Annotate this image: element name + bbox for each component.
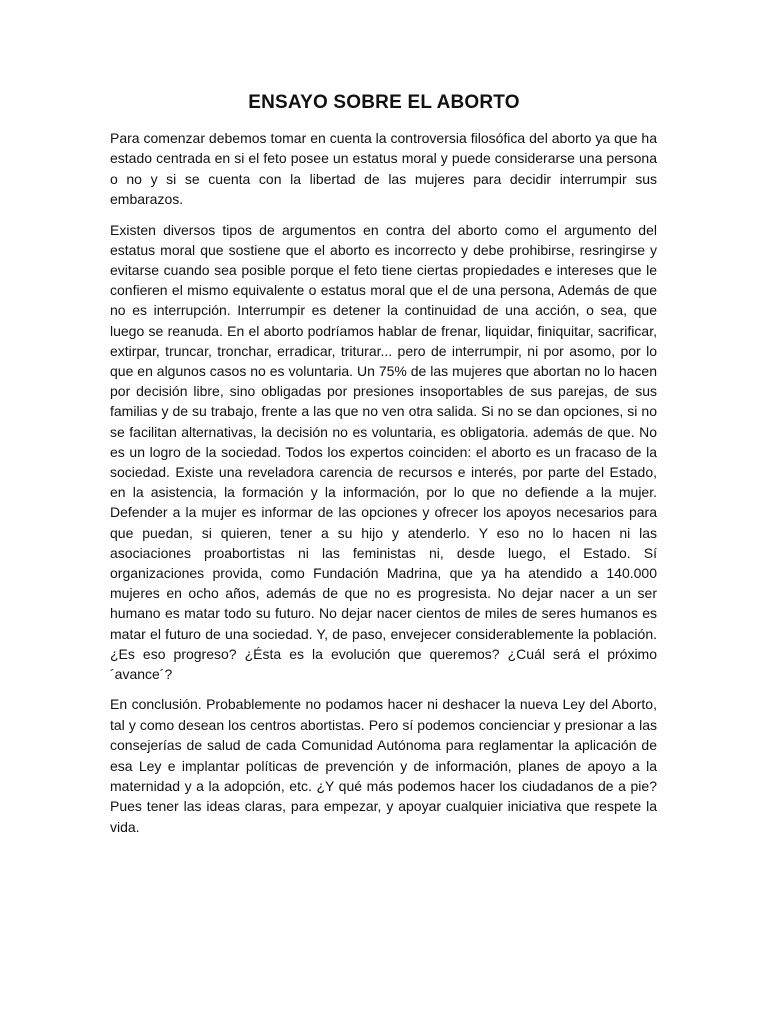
paragraph-introduction: Para comenzar debemos tomar en cuenta la controversia filosófica del aborto ya que ha estado centrada en si el feto posee un estatus moral y puede considerarse una persona o no y si se cuenta con la libertad de las mujeres para decidir interrumpir sus embarazos. (110, 130, 657, 208)
document-title: ENSAYO SOBRE EL ABORTO (248, 92, 520, 113)
paragraph-conclusion: En conclusión. Probablemente no podamos hacer ni deshacer la nueva Ley del Aborto, tal y como desean los centros abortistas. Pero sí podemos concienciar y presionar a las consejerías de salud de cada Comunidad Autónoma para reglamentar la aplicación de esa Ley e implantar políticas de prevención y de información, planes de apoyo a la maternidad y a la adopción, etc. ¿Y qué más podemos hacer los ciudadanos de a pie? Pues tener las ideas claras, para empezar, y apoyar cualquier iniciativa que respete la vida. (110, 696, 657, 835)
paragraph-arguments: Existen diversos tipos de argumentos en contra del aborto como el argumento del estatus moral que sostiene que el aborto es incorrecto y debe prohibirse, resringirse y evitarse cuando sea posible porque el feto tiene ciertas propiedades e intereses que le confieren el mismo equivalente o estatus moral que el de una persona, Además de que no es interrupción. Interrumpir es detener la continuidad de una acción, o sea, que luego se reanuda. En el aborto podríamos hablar de frenar, liquidar, finiquitar, sacrificar, extirpar, truncar, tronchar, erradicar, triturar... pero de interrumpir, ni por asomo, por lo que en algunos casos no es voluntaria. Un 75% de las mujeres que abortan no lo hacen por decisión libre, sino obligadas por presiones insoportables de sus parejas, de sus familias y de su trabajo, frente a las que no ven otra salida. Si no se dan opciones, si no se facilitan alternativas, la decisión no es voluntaria, es obligatoria. además de que. No es un logro de la sociedad. Todos los expertos coinciden: el aborto es un fracaso de la sociedad. Existe una reveladora carencia de recursos e interés, por parte del Estado, en la asistencia, la formación y la información, por lo que no defiende a la mujer. Defender a la mujer es informar de las opciones y ofrecer los apoyos necesarios para que puedan, si quieren, tener a su hijo y atenderlo. Y eso no lo hacen ni las asociaciones proabortistas ni las feministas ni, desde luego, el Estado. Sí organizaciones provida, como Fundación Madrina, que ya ha atendido a 140.000 mujeres en ocho años, además de que no es progresista. No dejar nacer a un ser humano es matar todo su futuro. No dejar nacer cientos de miles de seres humanos es matar el futuro de una sociedad. Y, de paso, envejecer considerablemente la población. ¿Es eso progreso? ¿Ésta es la evolución que queremos? ¿Cuál será el próximo ´avance´? (110, 221, 657, 683)
document-body (110, 128, 657, 847)
